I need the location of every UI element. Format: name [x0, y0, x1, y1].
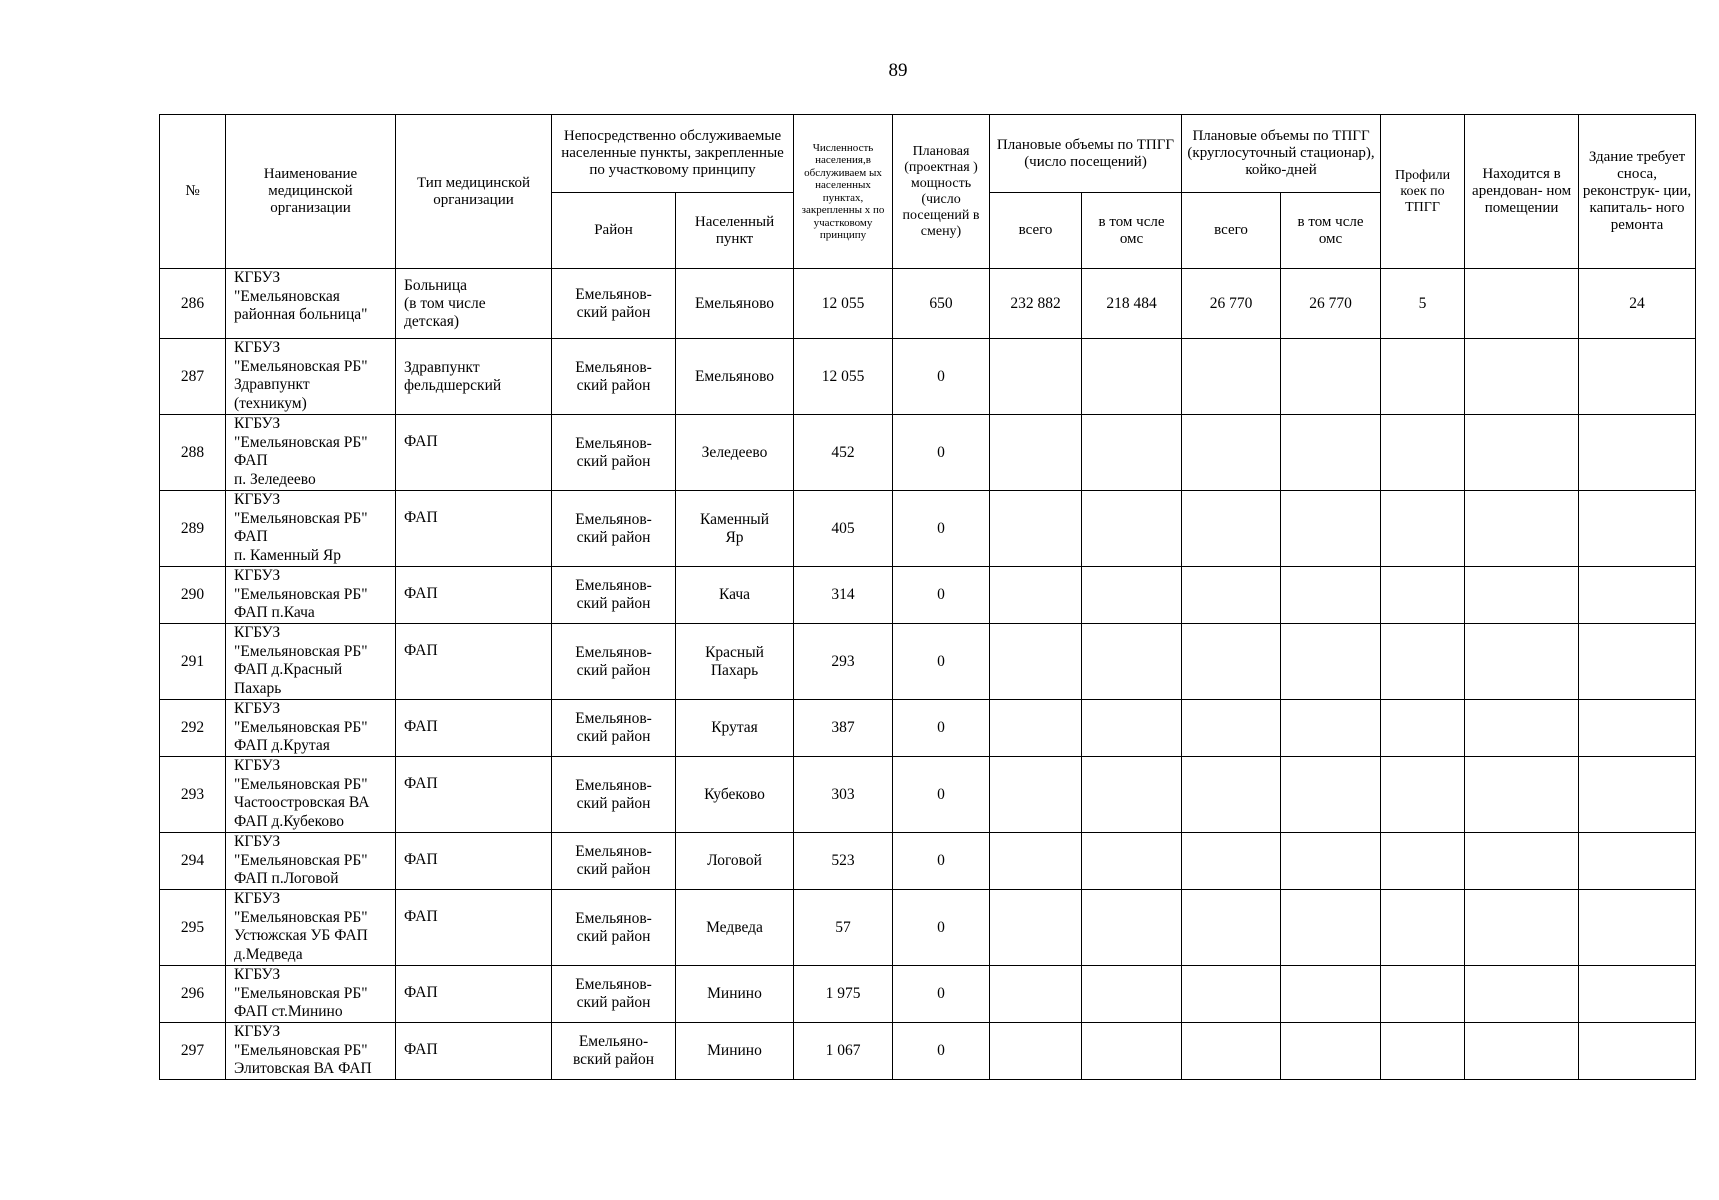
- visits-total-cell: [990, 567, 1082, 624]
- population-cell: 523: [794, 833, 893, 890]
- beds-total-cell: [1182, 567, 1281, 624]
- visits-oms-cell: [1082, 890, 1182, 966]
- bed-profiles-cell: [1381, 757, 1465, 833]
- row-number: 295: [160, 890, 226, 966]
- visits-total-cell: [990, 700, 1082, 757]
- beds-oms-cell: [1281, 1023, 1381, 1080]
- org-type-cell: ФАП: [396, 757, 552, 833]
- org-type-cell: ФАП: [396, 890, 552, 966]
- visits-oms-cell: [1082, 491, 1182, 567]
- org-type-cell: ФАП: [396, 624, 552, 700]
- bed-profiles-cell: [1381, 491, 1465, 567]
- capacity-cell: 0: [893, 624, 990, 700]
- population-cell: 57: [794, 890, 893, 966]
- table-row: [160, 269, 1696, 339]
- bed-profiles-cell: [1381, 415, 1465, 491]
- beds-total-cell: [1182, 339, 1281, 415]
- beds-total-cell: [1182, 491, 1281, 567]
- beds-oms-cell: [1281, 567, 1381, 624]
- visits-total-cell: [990, 339, 1082, 415]
- org-name-cell: КГБУЗ "Емельяновская РБ" ФАП д.Красный Пахарь: [226, 624, 396, 700]
- col-building-header: Здание требует сноса, реконструк- ции, капиталь- ного ремонта: [1579, 115, 1696, 269]
- row-number: 286: [160, 269, 226, 339]
- col-num-header: №: [160, 115, 226, 269]
- col-visits-group-header: Плановые объемы по ТПГГ (число посещений): [990, 115, 1182, 193]
- beds-total-cell: [1182, 966, 1281, 1023]
- row-number: 296: [160, 966, 226, 1023]
- beds-oms-cell: [1281, 890, 1381, 966]
- org-type-cell: ФАП: [396, 833, 552, 890]
- bed-profiles-cell: [1381, 1023, 1465, 1080]
- visits-total-cell: [990, 415, 1082, 491]
- capacity-cell: 0: [893, 890, 990, 966]
- beds-oms-cell: [1281, 966, 1381, 1023]
- table-row: [160, 1023, 1696, 1080]
- population-cell: 293: [794, 624, 893, 700]
- org-name-cell: КГБУЗ "Емельяновская РБ" Частоостровская ВА ФАП д.Кубеково: [226, 757, 396, 833]
- district-cell: Емельянов- ский район: [552, 890, 676, 966]
- rented-cell: [1465, 966, 1579, 1023]
- population-cell: 1 975: [794, 966, 893, 1023]
- settlement-cell: Минино: [676, 966, 794, 1023]
- row-number: 293: [160, 757, 226, 833]
- building-cell: [1579, 415, 1696, 491]
- col-org-type-header: Тип медицинской организации: [396, 115, 552, 269]
- org-name-cell: КГБУЗ "Емельяновская РБ" ФАП п.Логовой: [226, 833, 396, 890]
- beds-total-cell: 26 770: [1182, 269, 1281, 339]
- capacity-cell: 0: [893, 966, 990, 1023]
- col-rented-header: Находится в арендован- ном помещении: [1465, 115, 1579, 269]
- org-name-cell: КГБУЗ "Емельяновская РБ" ФАП д.Крутая: [226, 700, 396, 757]
- population-cell: 12 055: [794, 269, 893, 339]
- row-number: 289: [160, 491, 226, 567]
- rented-cell: [1465, 567, 1579, 624]
- col-district-header: Район: [552, 193, 676, 269]
- visits-oms-cell: [1082, 1023, 1182, 1080]
- table-row: [160, 339, 1696, 415]
- bed-profiles-cell: [1381, 567, 1465, 624]
- visits-oms-cell: [1082, 757, 1182, 833]
- page-number: 89: [888, 60, 908, 81]
- col-bed-profiles-header: Профили коек по ТПГГ: [1381, 115, 1465, 269]
- org-type-cell: ФАП: [396, 966, 552, 1023]
- rented-cell: [1465, 757, 1579, 833]
- building-cell: [1579, 1023, 1696, 1080]
- settlement-cell: Минино: [676, 1023, 794, 1080]
- col-capacity-header: Плановая (проектная ) мощность (число посещений в смену): [893, 115, 990, 269]
- col-population-header: Численность населения,в обслуживаем ых населенных пунктах, закрепленны х по участковому принципу: [794, 115, 893, 269]
- org-name-cell: КГБУЗ "Емельяновская районная больница": [226, 269, 396, 339]
- building-cell: [1579, 624, 1696, 700]
- rented-cell: [1465, 1023, 1579, 1080]
- district-cell: Емельянов- ский район: [552, 700, 676, 757]
- settlement-cell: Каменный Яр: [676, 491, 794, 567]
- district-cell: Емельянов- ский район: [552, 966, 676, 1023]
- beds-oms-cell: 26 770: [1281, 269, 1381, 339]
- rented-cell: [1465, 339, 1579, 415]
- col-beds-group-header: Плановые объемы по ТПГГ (круглосуточный стационар), койко-дней: [1182, 115, 1381, 193]
- visits-oms-cell: [1082, 339, 1182, 415]
- building-cell: 24: [1579, 269, 1696, 339]
- visits-total-cell: [990, 966, 1082, 1023]
- beds-total-cell: [1182, 624, 1281, 700]
- beds-total-cell: [1182, 833, 1281, 890]
- bed-profiles-cell: [1381, 700, 1465, 757]
- rented-cell: [1465, 700, 1579, 757]
- building-cell: [1579, 757, 1696, 833]
- building-cell: [1579, 966, 1696, 1023]
- capacity-cell: 0: [893, 833, 990, 890]
- table-row: [160, 757, 1696, 833]
- population-cell: 387: [794, 700, 893, 757]
- bed-profiles-cell: [1381, 624, 1465, 700]
- population-cell: 452: [794, 415, 893, 491]
- district-cell: Емельянов- ский район: [552, 624, 676, 700]
- visits-total-cell: [990, 491, 1082, 567]
- capacity-cell: 0: [893, 700, 990, 757]
- beds-total-cell: [1182, 700, 1281, 757]
- table-row: [160, 415, 1696, 491]
- district-cell: Емельянов- ский район: [552, 415, 676, 491]
- settlement-cell: Медведа: [676, 890, 794, 966]
- rented-cell: [1465, 269, 1579, 339]
- building-cell: [1579, 833, 1696, 890]
- row-number: 288: [160, 415, 226, 491]
- row-number: 294: [160, 833, 226, 890]
- org-type-cell: ФАП: [396, 491, 552, 567]
- col-beds-total-header: всего: [1182, 193, 1281, 269]
- beds-total-cell: [1182, 890, 1281, 966]
- table-row: [160, 567, 1696, 624]
- district-cell: Емельянов- ский район: [552, 757, 676, 833]
- col-beds-oms-header: в том чсле омс: [1281, 193, 1381, 269]
- visits-total-cell: [990, 624, 1082, 700]
- visits-total-cell: [990, 833, 1082, 890]
- district-cell: Емельяно- вский район: [552, 1023, 676, 1080]
- beds-oms-cell: [1281, 700, 1381, 757]
- col-settlement-header: Населенный пункт: [676, 193, 794, 269]
- bed-profiles-cell: [1381, 890, 1465, 966]
- district-cell: Емельянов- ский район: [552, 269, 676, 339]
- district-cell: Емельянов- ский район: [552, 339, 676, 415]
- row-number: 292: [160, 700, 226, 757]
- capacity-cell: 0: [893, 491, 990, 567]
- beds-oms-cell: [1281, 757, 1381, 833]
- population-cell: 303: [794, 757, 893, 833]
- table-row: [160, 833, 1696, 890]
- col-org-name-header: Наименование медицинской организации: [226, 115, 396, 269]
- population-cell: 405: [794, 491, 893, 567]
- row-number: 287: [160, 339, 226, 415]
- col-served-group-header: Непосредственно обслуживаемые населенные пункты, закрепленные по участковому принципу: [552, 115, 794, 193]
- settlement-cell: Кубеково: [676, 757, 794, 833]
- visits-oms-cell: [1082, 833, 1182, 890]
- visits-total-cell: [990, 1023, 1082, 1080]
- beds-oms-cell: [1281, 339, 1381, 415]
- capacity-cell: 0: [893, 567, 990, 624]
- hospital-table: [159, 114, 1696, 1080]
- capacity-cell: 0: [893, 415, 990, 491]
- beds-oms-cell: [1281, 624, 1381, 700]
- rented-cell: [1465, 833, 1579, 890]
- district-cell: Емельянов- ский район: [552, 491, 676, 567]
- col-visits-oms-header: в том чсле омс: [1082, 193, 1182, 269]
- beds-total-cell: [1182, 1023, 1281, 1080]
- bed-profiles-cell: [1381, 339, 1465, 415]
- row-number: 291: [160, 624, 226, 700]
- org-name-cell: КГБУЗ "Емельяновская РБ" Здравпункт (техникум): [226, 339, 396, 415]
- bed-profiles-cell: [1381, 833, 1465, 890]
- org-name-cell: КГБУЗ "Емельяновская РБ" ФАП ст.Минино: [226, 966, 396, 1023]
- row-number: 290: [160, 567, 226, 624]
- visits-total-cell: [990, 890, 1082, 966]
- visits-total-cell: [990, 757, 1082, 833]
- capacity-cell: 0: [893, 1023, 990, 1080]
- visits-oms-cell: [1082, 567, 1182, 624]
- visits-oms-cell: [1082, 624, 1182, 700]
- settlement-cell: Зеледеево: [676, 415, 794, 491]
- org-type-cell: Здравпункт фельдшерский: [396, 339, 552, 415]
- population-cell: 12 055: [794, 339, 893, 415]
- org-type-cell: ФАП: [396, 1023, 552, 1080]
- visits-oms-cell: [1082, 966, 1182, 1023]
- rented-cell: [1465, 415, 1579, 491]
- table-row: [160, 890, 1696, 966]
- building-cell: [1579, 700, 1696, 757]
- beds-oms-cell: [1281, 415, 1381, 491]
- beds-total-cell: [1182, 415, 1281, 491]
- beds-total-cell: [1182, 757, 1281, 833]
- rented-cell: [1465, 890, 1579, 966]
- table-row: [160, 624, 1696, 700]
- building-cell: [1579, 491, 1696, 567]
- building-cell: [1579, 890, 1696, 966]
- settlement-cell: Емельяново: [676, 339, 794, 415]
- visits-oms-cell: [1082, 700, 1182, 757]
- settlement-cell: Красный Пахарь: [676, 624, 794, 700]
- org-name-cell: КГБУЗ "Емельяновская РБ" Элитовская ВА ФАП: [226, 1023, 396, 1080]
- capacity-cell: 0: [893, 339, 990, 415]
- settlement-cell: Емельяново: [676, 269, 794, 339]
- settlement-cell: Крутая: [676, 700, 794, 757]
- district-cell: Емельянов- ский район: [552, 567, 676, 624]
- visits-total-cell: 232 882: [990, 269, 1082, 339]
- table-row: [160, 966, 1696, 1023]
- org-type-cell: ФАП: [396, 415, 552, 491]
- building-cell: [1579, 339, 1696, 415]
- beds-oms-cell: [1281, 491, 1381, 567]
- district-cell: Емельянов- ский район: [552, 833, 676, 890]
- capacity-cell: 650: [893, 269, 990, 339]
- settlement-cell: Логовой: [676, 833, 794, 890]
- bed-profiles-cell: 5: [1381, 269, 1465, 339]
- capacity-cell: 0: [893, 757, 990, 833]
- settlement-cell: Кача: [676, 567, 794, 624]
- rented-cell: [1465, 624, 1579, 700]
- building-cell: [1579, 567, 1696, 624]
- org-type-cell: ФАП: [396, 700, 552, 757]
- bed-profiles-cell: [1381, 966, 1465, 1023]
- table-row: [160, 700, 1696, 757]
- table-row: [160, 491, 1696, 567]
- org-name-cell: КГБУЗ "Емельяновская РБ" ФАП п. Зеледеево: [226, 415, 396, 491]
- org-type-cell: ФАП: [396, 567, 552, 624]
- beds-oms-cell: [1281, 833, 1381, 890]
- org-name-cell: КГБУЗ "Емельяновская РБ" Устюжская УБ ФАП д.Медведа: [226, 890, 396, 966]
- visits-oms-cell: [1082, 415, 1182, 491]
- population-cell: 1 067: [794, 1023, 893, 1080]
- rented-cell: [1465, 491, 1579, 567]
- org-type-cell: Больница (в том числе детская): [396, 269, 552, 339]
- row-number: 297: [160, 1023, 226, 1080]
- col-visits-total-header: всего: [990, 193, 1082, 269]
- org-name-cell: КГБУЗ "Емельяновская РБ" ФАП п.Кача: [226, 567, 396, 624]
- visits-oms-cell: 218 484: [1082, 269, 1182, 339]
- org-name-cell: КГБУЗ "Емельяновская РБ" ФАП п. Каменный Яр: [226, 491, 396, 567]
- population-cell: 314: [794, 567, 893, 624]
